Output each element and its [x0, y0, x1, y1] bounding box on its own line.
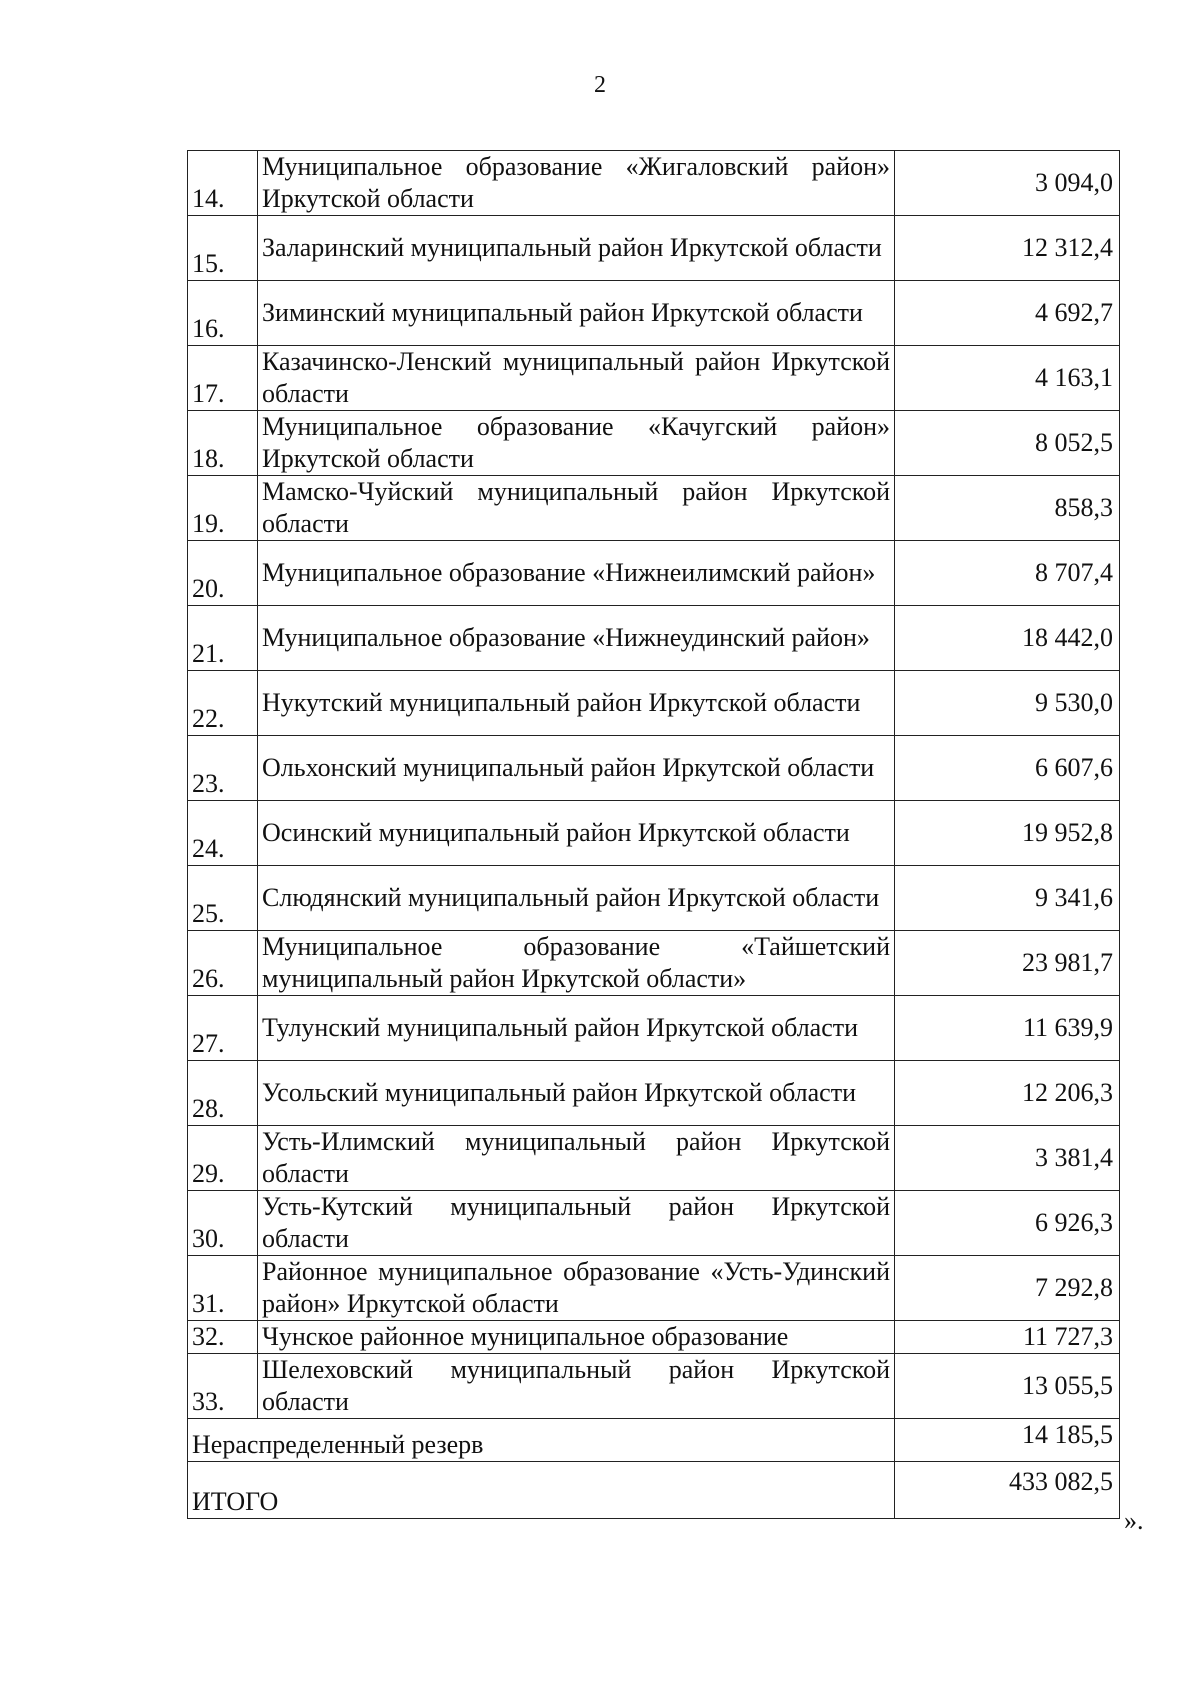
municipality-name: Осинский муниципальный район Иркутской области: [258, 801, 895, 866]
total-label: ИТОГО: [188, 1462, 895, 1519]
table-row: [188, 1354, 1120, 1419]
row-number: 24.: [188, 801, 258, 866]
row-number: 23.: [188, 736, 258, 801]
closing-quote: ».: [1124, 1506, 1144, 1535]
row-number: 20.: [188, 541, 258, 606]
table-row: [188, 736, 1120, 801]
row-number: 30.: [188, 1191, 258, 1256]
amount-value: 9 530,0: [895, 671, 1120, 736]
amount-value: 11 639,9: [895, 996, 1120, 1061]
amount-value: 4 163,1: [895, 346, 1120, 411]
table-row: [188, 151, 1120, 216]
reserve-value: 14 185,5: [895, 1419, 1120, 1462]
municipality-name: Усольский муниципальный район Иркутской области: [258, 1061, 895, 1126]
municipality-name: Чунское районное муниципальное образование: [258, 1321, 895, 1354]
reserve-label: Нераспределенный резерв: [188, 1419, 895, 1462]
table-row: [188, 1256, 1120, 1321]
row-number: 19.: [188, 476, 258, 541]
amount-value: 7 292,8: [895, 1256, 1120, 1321]
table-row: [188, 411, 1120, 476]
row-number: 31.: [188, 1256, 258, 1321]
municipality-name: Нукутский муниципальный район Иркутской области: [258, 671, 895, 736]
table-row: [188, 216, 1120, 281]
table-row: [188, 281, 1120, 346]
amount-value: 19 952,8: [895, 801, 1120, 866]
amount-value: 6 926,3: [895, 1191, 1120, 1256]
amount-value: 8 707,4: [895, 541, 1120, 606]
municipality-name: Муниципальное образование «Жигаловский район» Иркутской области: [258, 151, 895, 216]
municipality-name: Заларинский муниципальный район Иркутской области: [258, 216, 895, 281]
table-row: [188, 1321, 1120, 1354]
row-number: 22.: [188, 671, 258, 736]
table-row: [188, 1061, 1120, 1126]
amount-value: 12 206,3: [895, 1061, 1120, 1126]
page-number: 2: [594, 72, 606, 98]
row-number: 29.: [188, 1126, 258, 1191]
table-row: [188, 866, 1120, 931]
amount-value: 8 052,5: [895, 411, 1120, 476]
municipality-name: Зиминский муниципальный район Иркутской области: [258, 281, 895, 346]
municipality-name: Муниципальное образование «Нижнеилимский район»: [258, 541, 895, 606]
amount-value: 12 312,4: [895, 216, 1120, 281]
amount-value: 18 442,0: [895, 606, 1120, 671]
total-value: 433 082,5: [895, 1462, 1120, 1519]
municipality-name: Районное муниципальное образование «Усть-Удинский район» Иркутской области: [258, 1256, 895, 1321]
amount-value: 11 727,3: [895, 1321, 1120, 1354]
amount-value: 23 981,7: [895, 931, 1120, 996]
municipality-name: Ольхонский муниципальный район Иркутской области: [258, 736, 895, 801]
table-row: [188, 606, 1120, 671]
table-row: [188, 476, 1120, 541]
municipality-name: Муниципальное образование «Качугский район» Иркутской области: [258, 411, 895, 476]
table-row: [188, 671, 1120, 736]
row-number: 28.: [188, 1061, 258, 1126]
municipality-name: Слюдянский муниципальный район Иркутской области: [258, 866, 895, 931]
row-number: 33.: [188, 1354, 258, 1419]
row-number: 27.: [188, 996, 258, 1061]
table-row: [188, 541, 1120, 606]
row-number: 26.: [188, 931, 258, 996]
amount-value: 3 381,4: [895, 1126, 1120, 1191]
municipality-name: Усть-Кутский муниципальный район Иркутской области: [258, 1191, 895, 1256]
table-row: [188, 1191, 1120, 1256]
amount-value: 13 055,5: [895, 1354, 1120, 1419]
amount-value: 3 094,0: [895, 151, 1120, 216]
row-number: 14.: [188, 151, 258, 216]
table-row: [188, 801, 1120, 866]
row-number: 17.: [188, 346, 258, 411]
amount-value: 6 607,6: [895, 736, 1120, 801]
municipality-name: Муниципальное образование «Тайшетский муниципальный район Иркутской области»: [258, 931, 895, 996]
table-row: [188, 1126, 1120, 1191]
allocation-table: [187, 150, 1120, 1519]
table-row: [188, 346, 1120, 411]
municipality-name: Шелеховский муниципальный район Иркутской области: [258, 1354, 895, 1419]
reserve-row: [188, 1419, 1120, 1462]
total-row: [188, 1462, 1120, 1519]
municipality-name: Муниципальное образование «Нижнеудинский район»: [258, 606, 895, 671]
amount-value: 858,3: [895, 476, 1120, 541]
amount-value: 4 692,7: [895, 281, 1120, 346]
row-number: 16.: [188, 281, 258, 346]
municipality-name: Казачинско-Ленский муниципальный район Иркутской области: [258, 346, 895, 411]
amount-value: 9 341,6: [895, 866, 1120, 931]
municipality-name: Усть-Илимский муниципальный район Иркутской области: [258, 1126, 895, 1191]
municipality-name: Тулунский муниципальный район Иркутской области: [258, 996, 895, 1061]
row-number: 15.: [188, 216, 258, 281]
municipality-name: Мамско-Чуйский муниципальный район Иркутской области: [258, 476, 895, 541]
row-number: 18.: [188, 411, 258, 476]
row-number: 21.: [188, 606, 258, 671]
row-number: 32.: [188, 1321, 258, 1354]
table-row: [188, 996, 1120, 1061]
row-number: 25.: [188, 866, 258, 931]
table-row: [188, 931, 1120, 996]
